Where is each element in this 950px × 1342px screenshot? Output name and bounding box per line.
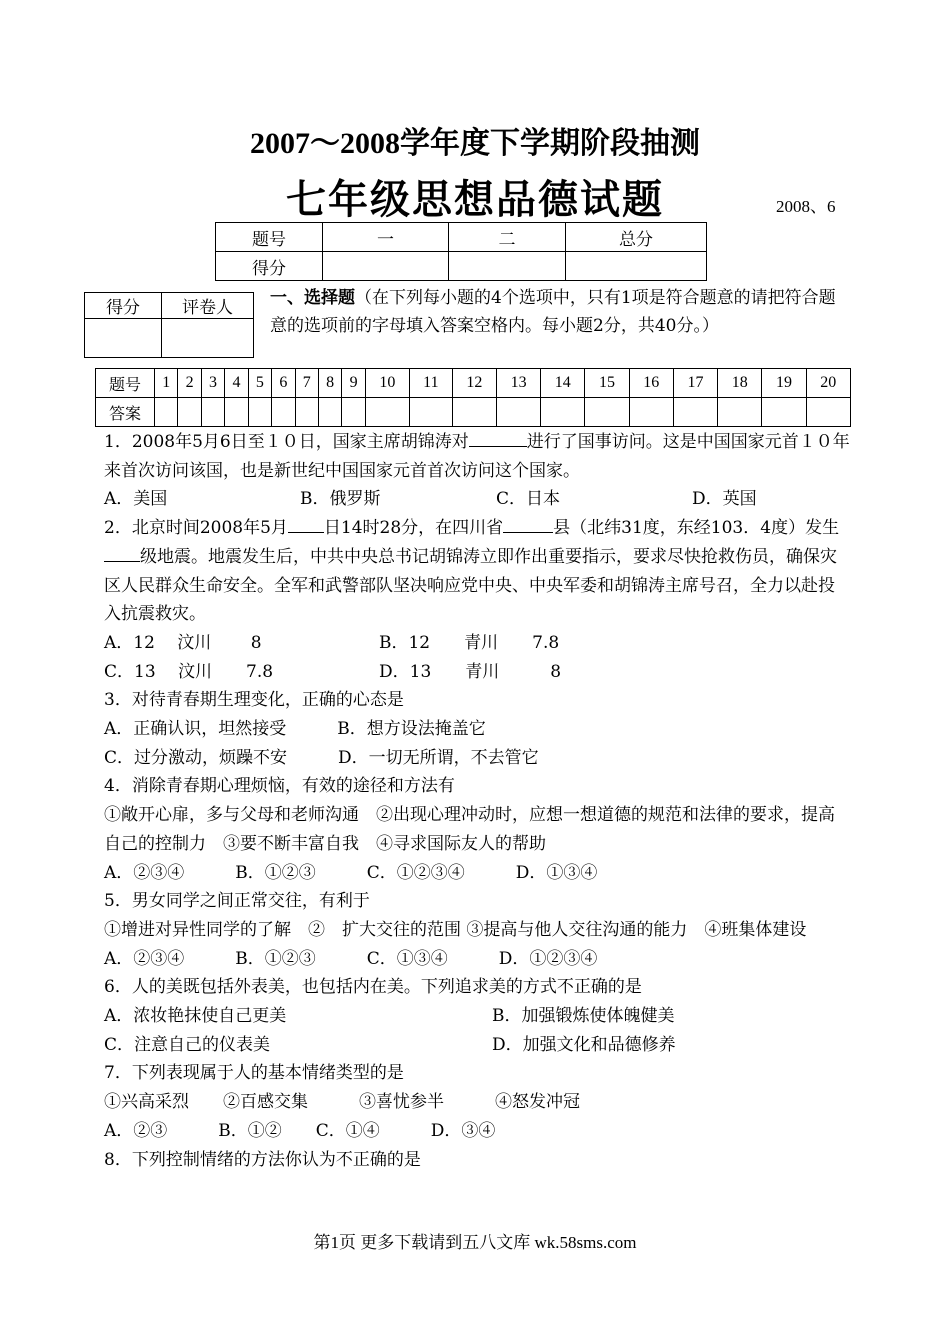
score-row-label: 得分 (216, 252, 323, 281)
options-q6-row1: A．浓妆艳抹使自己更美 B．加强锻炼使体魄健美 (104, 1006, 675, 1027)
question-1: 1．2008年5月6日至１０日，国家主席胡锦涛对 进行了国事访问。这是中国国家元首１０年来首次访问该国，也是新世纪中国国家元首首次访问这个国家。 (104, 428, 850, 485)
answer-cell[interactable] (496, 398, 540, 427)
answer-cell[interactable] (585, 398, 629, 427)
section1-title: 一、选择题 (270, 288, 355, 308)
grader-label: 评卷人 (162, 293, 254, 319)
answer-table-number: 10 (365, 369, 409, 398)
answer-cell[interactable] (806, 398, 850, 427)
answer-cell[interactable] (673, 398, 717, 427)
answer-table-number: 15 (585, 369, 629, 398)
answer-table-number: 13 (496, 369, 540, 398)
grader-cell (162, 319, 254, 358)
question-7-items: ①兴高采烈 ②百感交集 ③喜忧参半 ④怒发冲冠 (104, 1092, 580, 1113)
question-4-items: ①敞开心扉，多与父母和老师沟通 ②出现心理冲动时，应想一想道德的规范和法律的要求，提高自己的控制力 ③要不断丰富自我 ④寻求国际友人的帮助 (104, 805, 835, 854)
options-q7: A．②③ B．①② C．①④ D．③④ (104, 1120, 496, 1141)
answer-cell[interactable] (365, 398, 409, 427)
answer-cell[interactable] (718, 398, 762, 427)
answer-table-number: 14 (541, 369, 585, 398)
options-q2-row1: A．12 汶川 8 B．12 青川 7.8 (104, 632, 560, 653)
answer-table-number: 19 (762, 369, 806, 398)
questions (104, 428, 850, 1174)
question-3: 3．对待青春期生理变化，正确的心态是 (104, 690, 404, 711)
options-q4: A．②③④ B．①②③ C．①②③④ D．①③④ (104, 862, 598, 883)
answer-table-answer-label: 答案 (96, 398, 155, 427)
answer-cell[interactable] (201, 398, 224, 427)
question-5-items: ①增进对异性同学的了解 ② 扩大交往的范围 ③提高与他人交往沟通的能力 ④班集体建设 (104, 919, 807, 940)
section1-instruction: （在下列每小题的4个选项中，只有1项是符合题意的请把符合题意的选项前的字母填入答案空格内。每小题2分，共40分。） (270, 288, 836, 336)
answer-table-number: 4 (225, 369, 248, 398)
exam-date: 2008、6 (776, 197, 836, 216)
answer-table-number: 6 (272, 369, 295, 398)
section1-header (270, 284, 850, 340)
score-header-cell: 总分 (566, 223, 707, 252)
answer-table-number: 2 (178, 369, 201, 398)
question-7: 7．下列表现属于人的基本情绪类型的是 (104, 1063, 404, 1084)
options-q3-row2: C．过分激动，烦躁不安 D．一切无所谓，不去管它 (104, 747, 539, 768)
answer-table-number: 16 (629, 369, 673, 398)
answer-table-number: 9 (342, 369, 365, 398)
answer-table-number: 17 (673, 369, 717, 398)
answer-cell[interactable] (225, 398, 248, 427)
page-footer: 第1页 更多下载请到五八文库 wk.58sms.com (313, 1233, 637, 1252)
exam-title-line1: 2007～2008学年度下学期阶段抽测 (250, 127, 700, 160)
answer-cell[interactable] (248, 398, 271, 427)
options-q6-row2: C．注意自己的仪表美 D．加强文化和品德修养 (104, 1034, 676, 1055)
answer-table-number-label: 题号 (96, 369, 155, 398)
answer-cell[interactable] (410, 398, 453, 427)
answer-table-number: 18 (718, 369, 762, 398)
options-q5: A．②③④ B．①②③ C．①③④ D．①②③④ (104, 948, 598, 969)
options-q3-row1: A．正确认识，坦然接受 B．想方设法掩盖它 (104, 719, 486, 740)
options-q1: A．美国 B．俄罗斯 C．日本 D．英国 (104, 489, 757, 510)
grader-score-cell (85, 319, 162, 358)
answer-cell[interactable] (452, 398, 496, 427)
answer-cell[interactable] (272, 398, 295, 427)
answer-cell[interactable] (155, 398, 178, 427)
question-2: 2．北京时间2008年5月 日14时28分，在四川省 县（北纬31度，东经103．4度）发生级地震。地震发生后，中共中央总书记胡锦涛立即作出重要指示，要求尽快抢救伤员，确保灾区人民群众生命安全。全军和武警部队坚决响应党中央、中央军委和胡锦涛主席号召，全力以赴投入抗震救灾。 (104, 514, 850, 629)
options-q2-row2: C．13 汶川 7.8 D．13 青川 8 (104, 661, 562, 682)
grader-score-label: 得分 (85, 293, 162, 319)
answer-table-number: 11 (410, 369, 453, 398)
score-header-cell: 二 (449, 223, 566, 252)
question-6: 6．人的美既包括外表美，也包括内在美。下列追求美的方式不正确的是 (104, 977, 642, 998)
answer-table-number: 5 (248, 369, 271, 398)
answer-cell[interactable] (178, 398, 201, 427)
answer-table-number: 20 (806, 369, 850, 398)
exam-title-line2: 七年级思想品德试题 (286, 176, 664, 223)
score-cell (449, 252, 566, 281)
answer-table-number: 8 (318, 369, 341, 398)
answer-table-number: 12 (452, 369, 496, 398)
score-header-cell: 题号 (216, 223, 323, 252)
answer-cell[interactable] (295, 398, 318, 427)
answer-table-number: 3 (201, 369, 224, 398)
answer-cell[interactable] (342, 398, 365, 427)
score-cell (566, 252, 707, 281)
answer-table-number: 7 (295, 369, 318, 398)
question-4: 4．消除青春期心理烦恼，有效的途径和方法有 (104, 776, 455, 797)
grader-box (84, 292, 254, 358)
score-table (215, 222, 707, 281)
question-5: 5．男女同学之间正常交往，有利于 (104, 891, 370, 912)
score-cell (323, 252, 449, 281)
answer-table-number: 1 (155, 369, 178, 398)
answer-cell[interactable] (318, 398, 341, 427)
answer-table (95, 368, 851, 427)
answer-cell[interactable] (541, 398, 585, 427)
answer-cell[interactable] (629, 398, 673, 427)
score-header-cell: 一 (323, 223, 449, 252)
question-8: 8．下列控制情绪的方法你认为不正确的是 (104, 1149, 421, 1170)
answer-cell[interactable] (762, 398, 806, 427)
